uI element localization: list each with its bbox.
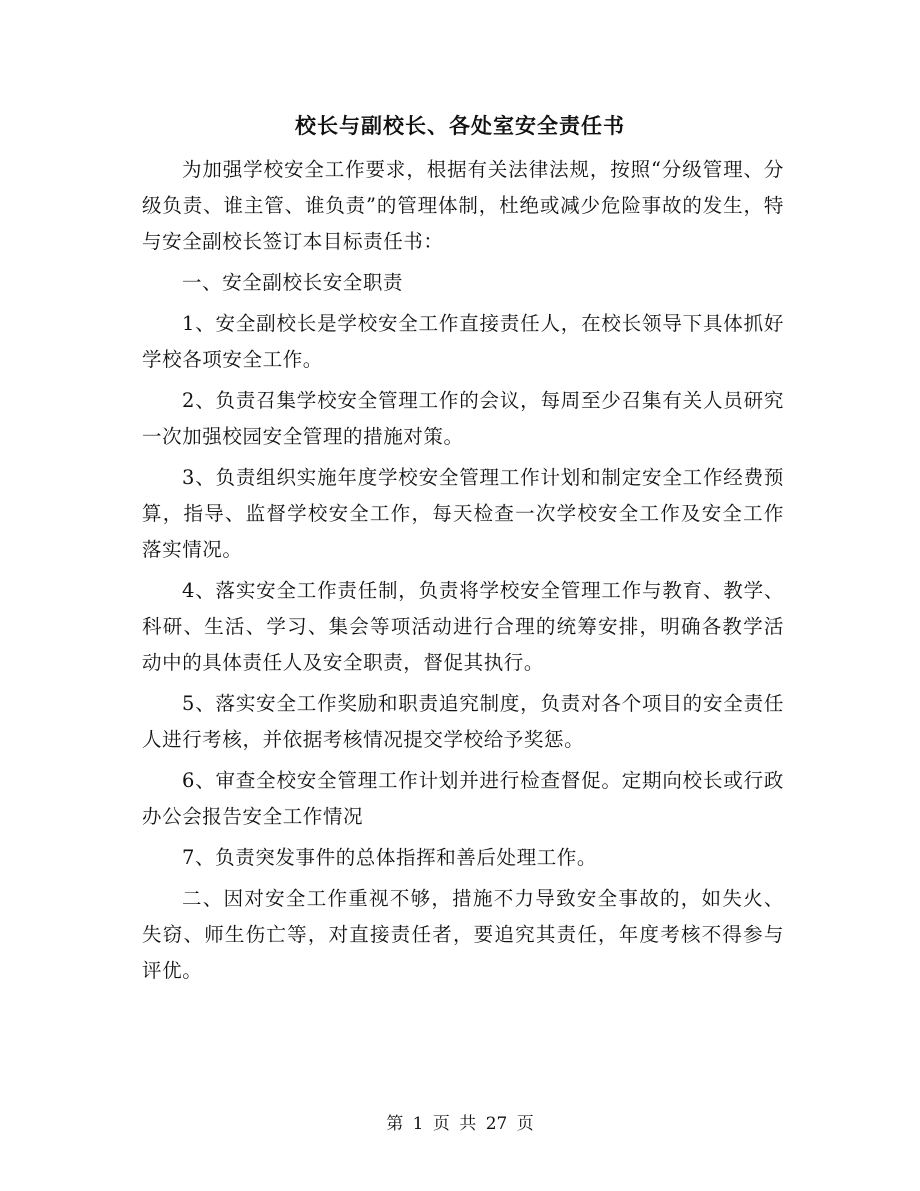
duty-item-7: 7、负责突发事件的总体指挥和善后处理工作。 xyxy=(182,846,598,869)
document-title: 校长与副校长、各处室安全责任书 xyxy=(295,113,625,138)
intro-paragraph: 为加强学校安全工作要求，根据有关法律法规，按照“分级管理、分级负责、谁主管、谁负责”的管理体制，杜绝或减少危险事故的发生，特与安全副校长签订本目标责任书： xyxy=(142,158,784,253)
page-number-footer: 第 1 页 共 27 页 xyxy=(386,1114,534,1134)
duty-item-5: 5、落实安全工作奖励和职责追究制度，负责对各个项目的安全责任人进行考核，并依据考核情况提交学校给予奖惩。 xyxy=(142,692,784,751)
duty-item-2: 2、负责召集学校安全管理工作的会议，每周至少召集有关人员研究一次加强校园安全管理的措施对策。 xyxy=(142,389,784,448)
duty-item-1: 1、安全副校长是学校安全工作直接责任人，在校长领导下具体抓好学校各项安全工作。 xyxy=(142,312,784,371)
document-body xyxy=(142,152,784,989)
duty-item-6: 6、审查全校安全管理工作计划并进行检查督促。定期向校长或行政办公会报告安全工作情况 xyxy=(142,769,784,828)
section-heading-1: 一、安全副校长安全职责 xyxy=(182,271,404,294)
duty-item-3: 3、负责组织实施年度学校安全管理工作计划和制定安全工作经费预算，指导、监督学校安全工作，每天检查一次学校安全工作及安全工作落实情况。 xyxy=(142,466,784,561)
duty-item-4: 4、落实安全工作责任制，负责将学校安全管理工作与教育、教学、科研、生活、学习、集会等项活动进行合理的统筹安排，明确各教学活动中的具体责任人及安全职责，督促其执行。 xyxy=(142,579,784,674)
section-2-paragraph: 二、因对安全工作重视不够，措施不力导致安全事故的，如失火、失窃、师生伤亡等，对直接责任者，要追究其责任，年度考核不得参与评优。 xyxy=(142,887,784,982)
